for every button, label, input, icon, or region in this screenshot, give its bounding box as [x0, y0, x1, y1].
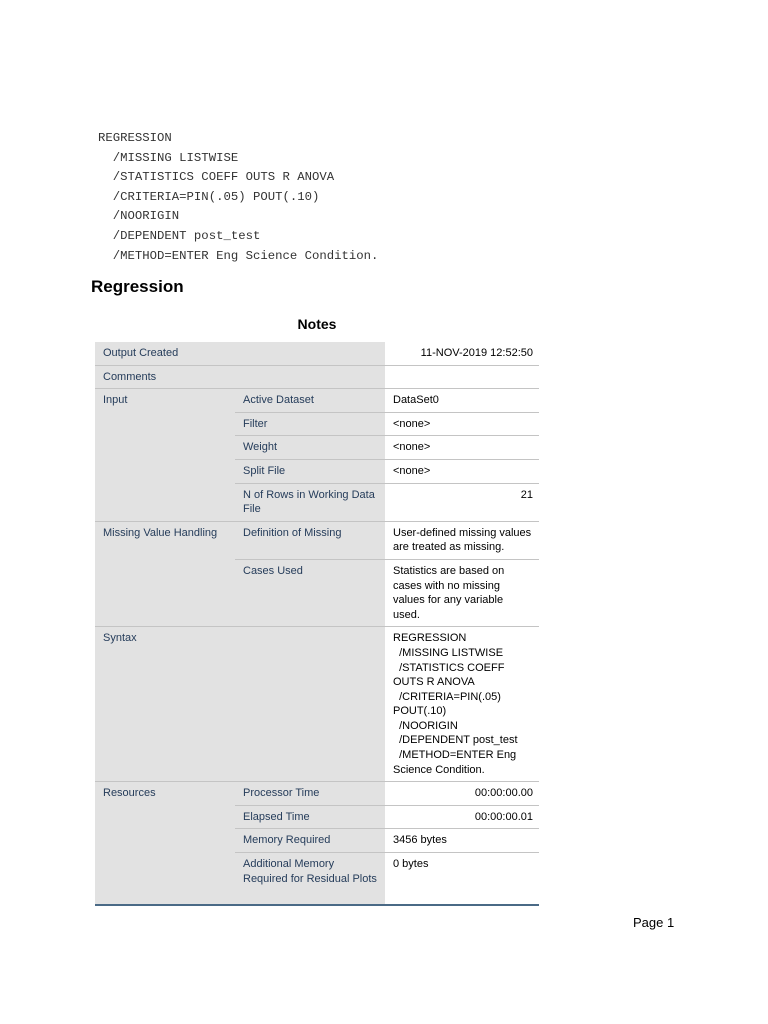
weight-value: <none> [385, 436, 539, 460]
page-number: Page 1 [633, 915, 675, 930]
filter-value: <none> [385, 412, 539, 436]
syntax-line: /STATISTICS COEFF OUTS R ANOVA [98, 170, 335, 185]
table-row [95, 389, 539, 413]
table-row [95, 521, 539, 559]
syntax-line: /MISSING LISTWISE [98, 150, 239, 165]
table-row [95, 342, 539, 365]
sublabel-n-rows: N of Rows in Working Data File [235, 483, 385, 521]
row-label-comments: Comments [95, 365, 385, 389]
row-label-input: Input [95, 389, 235, 522]
definition-of-missing-value: User-defined missing values are treated as missing. [385, 521, 539, 559]
additional-memory-value: 0 bytes [385, 853, 539, 906]
syntax-code-block [98, 129, 378, 266]
table-row [95, 627, 539, 782]
syntax-line: /DEPENDENT post_test [98, 228, 261, 243]
n-rows-value: 21 [385, 483, 539, 521]
notes-title: Notes [297, 316, 337, 332]
row-label-resources: Resources [95, 782, 235, 905]
syntax-line: /METHOD=ENTER Eng Science Condition. [98, 248, 379, 263]
sublabel-memory-required: Memory Required [235, 829, 385, 853]
sublabel-definition-of-missing: Definition of Missing [235, 521, 385, 559]
cases-used-value: Statistics are based on cases with no missing values for any variable used. [385, 559, 539, 626]
active-dataset-value: DataSet0 [385, 389, 539, 413]
row-label-output-created: Output Created [95, 342, 385, 365]
table-row [95, 782, 539, 806]
syntax-line: /CRITERIA=PIN(.05) POUT(.10) [98, 189, 320, 204]
comments-value [385, 365, 539, 389]
sublabel-additional-memory: Additional Memory Required for Residual Plots [235, 853, 385, 906]
memory-required-value: 3456 bytes [385, 829, 539, 853]
syntax-value: REGRESSION /MISSING LISTWISE /STATISTICS COEFF OUTS R ANOVA /CRITERIA=PIN(.05) POUT(.10) /NOORIGIN /DEPENDENT post_test /METHOD=ENTER Eng Science Condition. [385, 627, 539, 782]
sublabel-weight: Weight [235, 436, 385, 460]
elapsed-time-value: 00:00:00.01 [385, 805, 539, 829]
output-created-value: 11-NOV-2019 12:52:50 [385, 342, 539, 365]
sublabel-active-dataset: Active Dataset [235, 389, 385, 413]
section-heading: Regression [91, 277, 184, 296]
sublabel-processor-time: Processor Time [235, 782, 385, 806]
syntax-line: REGRESSION [98, 131, 172, 145]
split-file-value: <none> [385, 459, 539, 483]
syntax-line: /NOORIGIN [98, 209, 180, 224]
notes-table [95, 342, 539, 906]
sublabel-filter: Filter [235, 412, 385, 436]
processor-time-value: 00:00:00.00 [385, 782, 539, 806]
sublabel-split-file: Split File [235, 459, 385, 483]
row-label-missing-value-handling: Missing Value Handling [95, 521, 235, 627]
sublabel-elapsed-time: Elapsed Time [235, 805, 385, 829]
row-label-syntax: Syntax [95, 627, 385, 782]
sublabel-cases-used: Cases Used [235, 559, 385, 626]
table-row [95, 365, 539, 389]
